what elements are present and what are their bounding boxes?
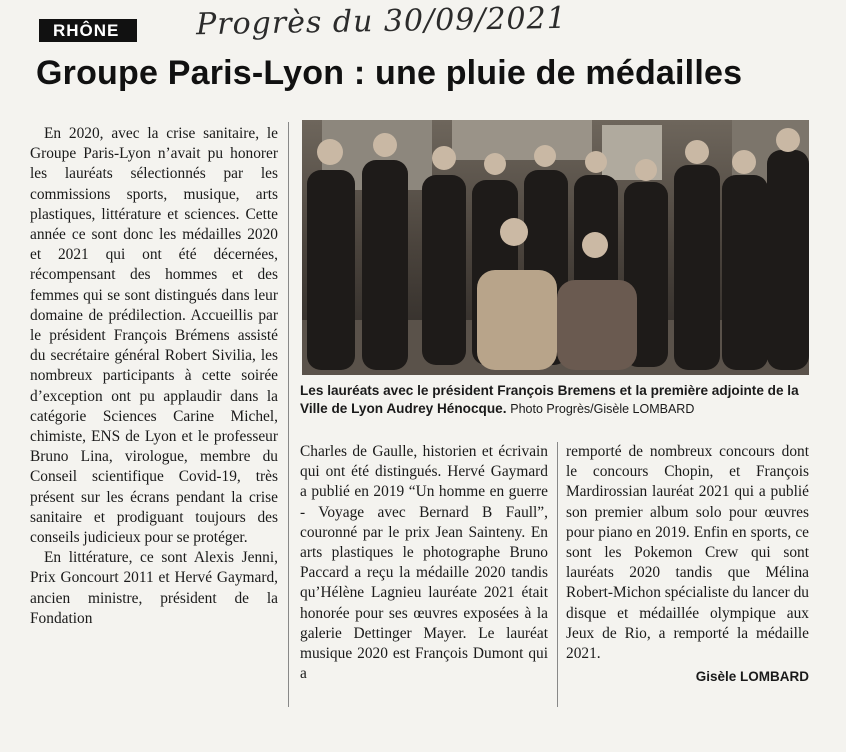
photo-caption-text: Les lauréats avec le président François Bremens et la première adjointe de la Ville de Lyon Audrey Hénocque. <box>300 383 799 416</box>
article-column-2 <box>300 442 548 684</box>
group-photo-illustration <box>302 120 809 375</box>
article-paragraph: Charles de Gaulle, historien et écrivain qui ont été distingués. Hervé Gaymard a publié en 2019 “Un homme en guerre - Voyage avec Bernard B Faull”, couronné par le prix Jean Sainteny. En arts plastiques le photographe Bruno Paccard a reçu la médaille 2020 tandis qu’Hélène Lagnieu lauréate 2021 était honorée pour ses œuvres exposées à la galerie Dettinger Mayer. Le lauréat musique 2020 est François Dumont qui a <box>300 443 548 683</box>
article-paragraph: En littérature, ce sont Alexis Jenni, Prix Goncourt 2011 et Hervé Gaymard, ancien ministre, président de la Fondation <box>30 549 278 627</box>
laureates-group-photo <box>302 120 809 375</box>
author-signature: Gisèle LOMBARD <box>695 669 809 685</box>
handwritten-date-note: Progrès du 30/09/2021 <box>195 0 568 43</box>
article-column-3 <box>566 442 809 687</box>
section-badge: RHÔNE <box>39 19 137 42</box>
column-divider-right <box>557 442 558 707</box>
photo-credit: Photo Progrès/Gisèle LOMBARD <box>510 402 695 416</box>
article-column-1 <box>30 124 278 629</box>
article-paragraph: remporté de nombreux concours dont le concours Chopin, et François Mardirossian lauréat 2021 qui a publié son premier album solo pour œuvres pour piano en 2019. Enfin en sports, ce sont les Pokemon Crew qui sont lauréats 2020 tandis que Mélina Robert-Michon spécialiste du lancer du disque et médaillée olympique aux Jeux de Rio, a remporté la médaille 2021. <box>566 443 809 663</box>
photo-caption <box>300 382 815 418</box>
column-divider-left <box>288 122 289 707</box>
article-headline: Groupe Paris-Lyon : une pluie de médailles <box>36 54 743 92</box>
article-paragraph: En 2020, avec la crise sanitaire, le Groupe Paris-Lyon n’avait pu honorer les lauréats sélectionnés par les commissions sports, musique, arts plastiques, littérature et sciences. Cette année ce sont donc les médailles 2020 et 2021 qui ont été décernées, récompensant des hommes et des femmes qui se sont distingués dans leur domaine de prédilection. Accueillis par le président François Brémens assisté du secrétaire général Robert Sivilia, les nombreux participants à cette soirée d’exception ont pu applaudir dans la catégorie Sciences Carine Michel, chimiste, ENS de Lyon et le professeur Bruno Lina, virologue, membre du Conseil scientifique Covid-19, très présent sur les écrans pendant la crise sanitaire et prodiguant toujours des conseils judicieux pour se protéger. <box>30 125 278 547</box>
